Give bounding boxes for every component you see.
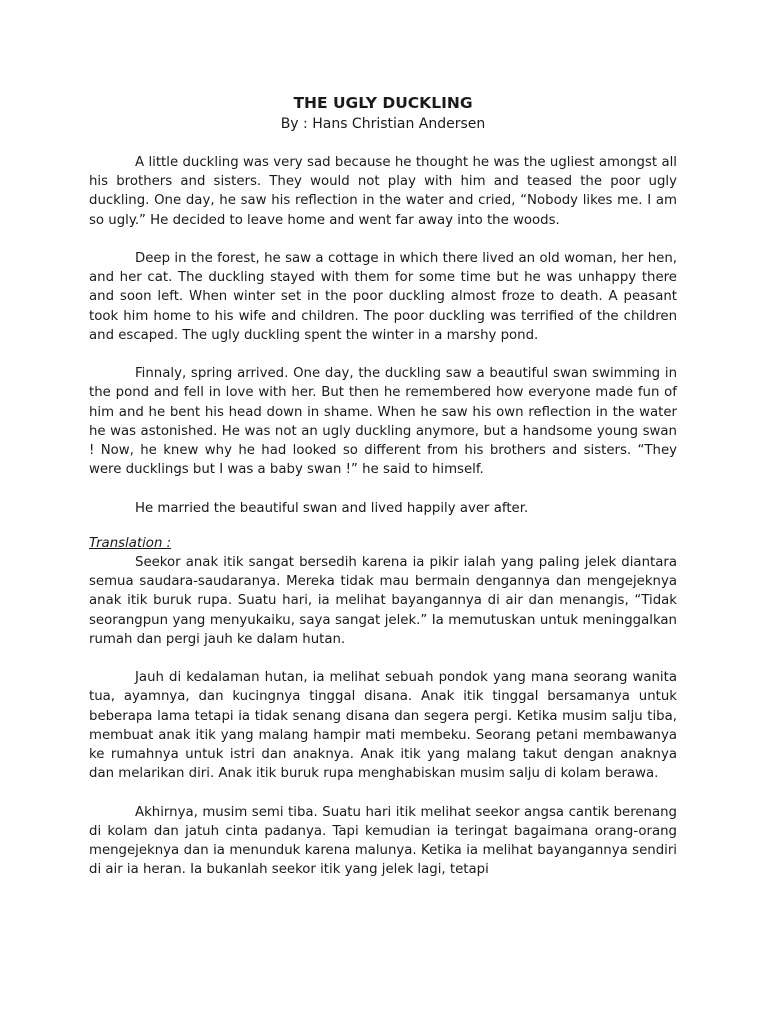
- english-paragraph-4: He married the beautiful swan and lived happily aver after.: [135, 500, 529, 516]
- english-paragraph-2: Deep in the forest, he saw a cottage in which there lived an old woman, her hen, and her cat. The duckling stayed with them for some time but he was unhappy there and soon left. When winter set in the poor duckling almost froze to death. A peasant took him home to his wife and children. The poor duckling was terrified of the children and escaped. The ugly duckling spent the winter in a marshy pond.: [89, 251, 677, 343]
- english-paragraph-3: Finnaly, spring arrived. One day, the duckling saw a beautiful swan swimming in the pond and fell in love with her. But then he remembered how everyone made fun of him and he bent his head down in shame. When he saw his own reflection in the water he was astonished. He was not an ugly duckling anymore, but a handsome young swan ! Now, he knew why he had looked so different from his brothers and sisters. “They were ducklings but I was a baby swan !” he said to himself.: [89, 366, 677, 478]
- document-title: THE UGLY DUCKLING: [293, 94, 473, 112]
- translation-paragraph-3: Akhirnya, musim semi tiba. Suatu hari itik melihat seekor angsa cantik berenang di kolam dan jatuh cinta padanya. Tapi kemudian ia teringat bagaimana orang-orang mengejeknya dan ia menunduk karena malunya. Ketika ia melihat bayangannya sendiri di air ia heran. Ia bukanlah seekor itik yang jelek lagi, tetapi: [89, 804, 677, 878]
- english-paragraph-1: A little duckling was very sad because he thought he was the ugliest amongst all his brothers and sisters. They would not play with him and teased the poor ugly duckling. One day, he saw his reflection in the water and cried, “Nobody likes me. I am so ugly.” He decided to leave home and went far away into the woods.: [89, 155, 677, 228]
- document-page: [89, 92, 677, 899]
- translation-paragraph-1: Seekor anak itik sangat bersedih karena ia pikir ialah yang paling jelek diantara semua saudara-saudaranya. Mereka tidak mau bermain dengannya dan mengejeknya anak itik buruk rupa. Suatu hari, ia melihat bayangannya di air dan menangis, “Tidak seorangpun yang menyukaiku, saya sangat jelek.” Ia memutuskan untuk meninggalkan rumah dan pergi jauh ke dalam hutan.: [89, 555, 677, 647]
- translation-heading: Translation :: [89, 535, 172, 551]
- author-byline: By : Hans Christian Andersen: [280, 116, 486, 132]
- translation-paragraph-2: Jauh di kedalaman hutan, ia melihat sebuah pondok yang mana seorang wanita tua, ayamnya, dan kucingnya tinggal disana. Anak itik tinggal bersamanya untuk beberapa lama tetapi ia tidak senang disana dan segera pergi. Ketika musim salju tiba, membuat anak itik yang malang hampir mati membeku. Seorang petani membawanya ke rumahnya untuk istri dan anaknya. Anak itik yang malang takut dengan anaknya dan melarikan diri. Anak itik buruk rupa menghabiskan musim salju di kolam berawa.: [89, 670, 677, 782]
